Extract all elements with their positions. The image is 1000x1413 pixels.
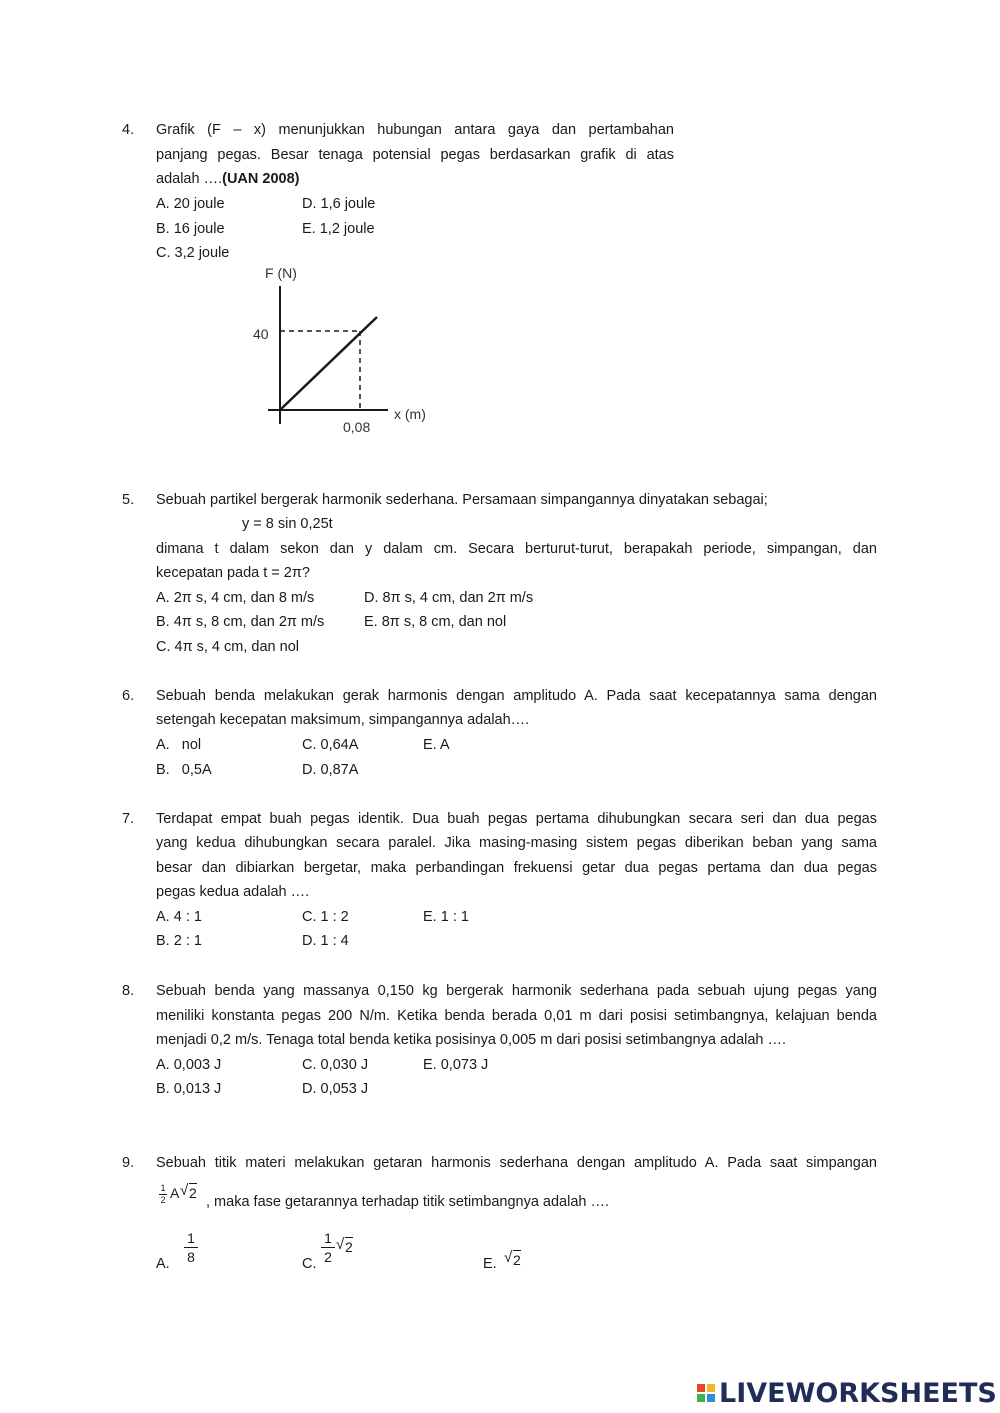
question-text-line xyxy=(156,171,299,187)
sqrt-sign: √ xyxy=(180,1182,189,1199)
question-number: 6. xyxy=(122,688,135,704)
option-e[interactable]: E. 1 : 1 xyxy=(423,909,469,925)
equation: y = 8 sin 0,25t xyxy=(242,516,333,532)
question-number: 9. xyxy=(122,1155,135,1171)
option-b[interactable]: B. 2 : 1 xyxy=(156,933,202,949)
option-b[interactable]: B. 0,013 J xyxy=(156,1081,222,1097)
question-text-line: Grafik (F – x) menunjukkan hubungan antara gaya dan pertambahan xyxy=(156,122,674,138)
y-axis-label: F (N) xyxy=(265,265,297,281)
x-tick-label: 0,08 xyxy=(343,419,371,435)
option-b[interactable]: B. 4π s, 8 cm, dan 2π m/s xyxy=(156,614,325,630)
option-e[interactable]: E. 1,2 joule xyxy=(302,221,375,237)
option-e[interactable]: E. 0,073 J xyxy=(423,1057,489,1073)
option-d[interactable]: D. 0,053 J xyxy=(302,1081,369,1097)
question-text-line: besar dan dibiarkan bergetar, maka perbandingan frekuensi getar dua pegas pertama dan dua pegas xyxy=(156,860,877,876)
question-text-line: Sebuah benda yang massanya 0,150 kg bergerak harmonik sederhana pada sebuah ujung pegas yang xyxy=(156,983,877,999)
question-text-line: meniliki konstanta pegas 200 N/m. Ketika benda berada 0,01 m dari posisi setimbangnya, kelajuan benda xyxy=(156,1008,877,1024)
fraction-denominator: 2 xyxy=(160,1195,166,1205)
option-d[interactable]: D. 0,87A xyxy=(302,762,359,778)
question-number: 8. xyxy=(122,983,135,999)
question-text-line: Terdapat empat buah pegas identik. Dua buah pegas pertama dihubungkan secara seri dan dua pegas xyxy=(156,811,877,827)
question-number: 7. xyxy=(122,811,135,827)
y-tick-label: 40 xyxy=(253,326,269,342)
option-b[interactable]: B. 0,5A xyxy=(156,762,212,778)
question-text: adalah …. xyxy=(156,171,223,187)
sqrt-radicand: 2 xyxy=(513,1252,521,1268)
option-a[interactable]: A. 4 : 1 xyxy=(156,909,202,925)
logo-square-icon xyxy=(707,1394,715,1402)
liveworksheets-logo xyxy=(697,1376,997,1410)
fraction-numerator: 1 xyxy=(160,1183,166,1193)
question-text-line: Sebuah partikel bergerak harmonik sederhana. Persamaan simpangannya dinyatakan sebagai; xyxy=(156,492,768,508)
question-text-line: pegas kedua adalah …. xyxy=(156,884,310,900)
sqrt-sign: √ xyxy=(336,1236,345,1253)
option-a[interactable]: A. 20 joule xyxy=(156,196,225,212)
option-a-fraction[interactable] xyxy=(184,1230,198,1265)
option-e[interactable]: E. A xyxy=(423,737,450,753)
option-c[interactable]: C. 0,64A xyxy=(302,737,359,753)
logo-square-icon xyxy=(697,1394,705,1402)
option-a[interactable]: A. 0,003 J xyxy=(156,1057,222,1073)
sqrt-radicand: 2 xyxy=(345,1239,353,1255)
question-text-line: kecepatan pada t = 2π? xyxy=(156,565,310,581)
fraction-numerator: 1 xyxy=(187,1230,195,1246)
logo-square-icon xyxy=(697,1384,705,1392)
question-text-line: dimana t dalam sekon dan y dalam cm. Secara berturut-turut, berapakah periode, simpangan, dan xyxy=(156,541,877,557)
option-a-label[interactable]: A. xyxy=(156,1256,170,1272)
expr-variable: A xyxy=(170,1185,180,1201)
fraction-denominator: 2 xyxy=(324,1249,332,1265)
option-c[interactable]: C. 3,2 joule xyxy=(156,245,230,261)
question-text-line: setengah kecepatan maksimum, simpangannya adalah…. xyxy=(156,712,530,728)
option-c[interactable]: C. 4π s, 4 cm, dan nol xyxy=(156,639,299,655)
question-text-line: panjang pegas. Besar tenaga potensial pegas berdasarkan grafik di atas xyxy=(156,147,674,163)
option-c[interactable]: C. 0,030 J xyxy=(302,1057,369,1073)
fraction-bar xyxy=(321,1247,335,1248)
option-e-label[interactable]: E. xyxy=(483,1256,497,1272)
option-d[interactable]: D. 1,6 joule xyxy=(302,196,376,212)
logo-text: LIVEWORKSHEETS xyxy=(719,1377,997,1409)
fraction-denominator: 8 xyxy=(187,1249,195,1265)
option-c-label[interactable]: C. xyxy=(302,1256,317,1272)
logo-mark-icon xyxy=(697,1384,715,1402)
logo-square-icon xyxy=(707,1384,715,1392)
question-number: 5. xyxy=(122,492,135,508)
sqrt-radicand: 2 xyxy=(189,1185,197,1201)
option-a[interactable]: A. nol xyxy=(156,737,202,753)
source-tag: (UAN 2008) xyxy=(222,171,300,187)
question-text-line: yang kedua dihubungkan secara paralel. Jika masing-masing sistem pegas diberikan beban yang sama xyxy=(156,835,877,851)
option-d[interactable]: D. 1 : 4 xyxy=(302,933,349,949)
option-a[interactable]: A. 2π s, 4 cm, dan 8 m/s xyxy=(156,590,315,606)
question-text-line: menjadi 0,2 m/s. Tenaga total benda ketika posisinya 0,005 m dari posisi setimbangnya adalah …. xyxy=(156,1032,787,1048)
fraction-numerator: 1 xyxy=(324,1230,332,1246)
option-e[interactable]: E. 8π s, 8 cm, dan nol xyxy=(364,614,507,630)
option-b[interactable]: B. 16 joule xyxy=(156,221,225,237)
question-text-line: Sebuah titik materi melakukan getaran harmonis sederhana dengan amplitudo A. Pada saat simpangan xyxy=(156,1155,877,1171)
question-number: 4. xyxy=(122,122,135,138)
x-axis-label: x (m) xyxy=(394,406,426,422)
expr-fraction xyxy=(159,1184,167,1205)
option-c[interactable]: C. 1 : 2 xyxy=(302,909,349,925)
option-d[interactable]: D. 8π s, 4 cm, dan 2π m/s xyxy=(364,590,534,606)
question-text-line: , maka fase getarannya terhadap titik setimbangnya adalah …. xyxy=(206,1194,610,1210)
force-extension-graph xyxy=(240,262,440,442)
fraction-bar xyxy=(184,1247,198,1248)
option-c-fraction[interactable] xyxy=(321,1230,335,1265)
sqrt-sign: √ xyxy=(504,1249,513,1266)
question-text-line: Sebuah benda melakukan gerak harmonis dengan amplitudo A. Pada saat kecepatannya sama dengan xyxy=(156,688,877,704)
